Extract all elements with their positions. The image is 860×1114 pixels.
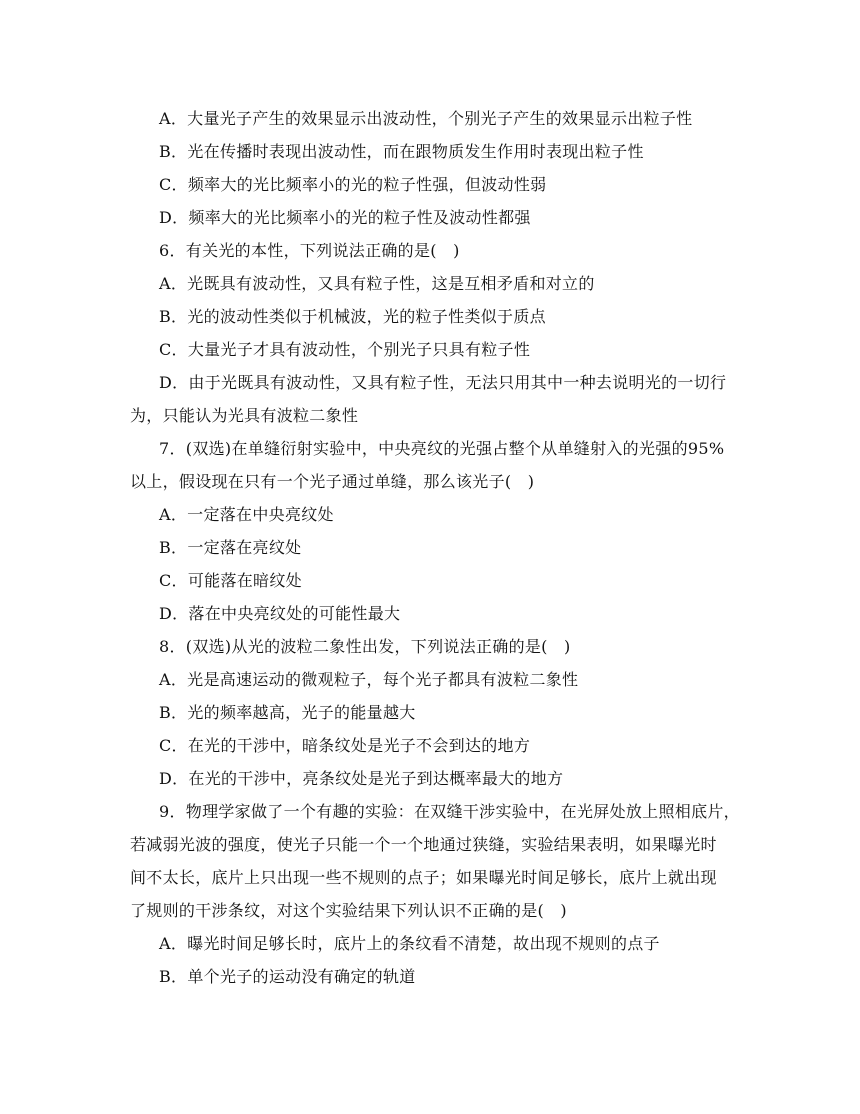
q5-option-a: A．大量光子产生的效果显示出波动性，个别光子产生的效果显示出粒子性 (159, 109, 693, 128)
q9-stem-line1: 9．物理学家做了一个有趣的实验：在双缝干涉实验中，在光屏处放上照相底片， (159, 802, 740, 821)
q8-option-d: D．在光的干涉中，亮条纹处是光子到达概率最大的地方 (159, 769, 564, 788)
q8-option-c: C．在光的干涉中，暗条纹处是光子不会到达的地方 (159, 736, 531, 755)
q9-option-b: B．单个光子的运动没有确定的轨道 (159, 967, 416, 986)
q6-option-d-line2: 为，只能认为光具有波粒二象性 (130, 406, 359, 425)
q5-option-d: D．频率大的光比频率小的光的粒子性及波动性都强 (159, 208, 531, 227)
q7-option-a: A．一定落在中央亮纹处 (159, 505, 334, 524)
q6-option-c: C．大量光子才具有波动性，个别光子只具有粒子性 (159, 340, 531, 359)
q5-option-c: C．频率大的光比频率小的光的粒子性强，但波动性弱 (159, 175, 547, 194)
q7-option-b: B．一定落在亮纹处 (159, 538, 302, 557)
q6-option-a: A．光既具有波动性，又具有粒子性，这是互相矛盾和对立的 (159, 274, 595, 293)
q7-option-d: D．落在中央亮纹处的可能性最大 (159, 604, 401, 623)
q5-option-b: B．光在传播时表现出波动性，而在跟物质发生作用时表现出粒子性 (159, 142, 644, 161)
q7-stem-line2: 以上，假设现在只有一个光子通过单缝，那么该光子( ) (130, 472, 535, 491)
q7-option-c: C．可能落在暗纹处 (159, 571, 302, 590)
q8-option-a: A．光是高速运动的微观粒子，每个光子都具有波粒二象性 (159, 670, 579, 689)
q9-stem-line3: 间不太长，底片上只出现一些不规则的点子；如果曝光时间足够长，底片上就出现 (130, 868, 717, 887)
q6-option-d-line1: D．由于光既具有波动性，又具有粒子性，无法只用其中一种去说明光的一切行 (159, 373, 727, 392)
q6-option-b: B．光的波动性类似于机械波，光的粒子性类似于质点 (159, 307, 546, 326)
q8-option-b: B．光的频率越高，光子的能量越大 (159, 703, 416, 722)
q9-stem-line4: 了规则的干涉条纹，对这个实验结果下列认识不正确的是( ) (130, 901, 567, 920)
q6-stem: 6．有关光的本性，下列说法正确的是( ) (159, 241, 460, 260)
q9-stem-line2: 若减弱光波的强度，使光子只能一个一个地通过狭缝，实验结果表明，如果曝光时 (130, 835, 717, 854)
q7-stem-line1: 7．(双选)在单缝衍射实验中，中央亮纹的光强占整个从单缝射入的光强的95% (159, 439, 725, 458)
q9-option-a: A．曝光时间足够长时，底片上的条纹看不清楚，故出现不规则的点子 (159, 934, 660, 953)
q8-stem: 8．(双选)从光的波粒二象性出发，下列说法正确的是( ) (159, 637, 571, 656)
